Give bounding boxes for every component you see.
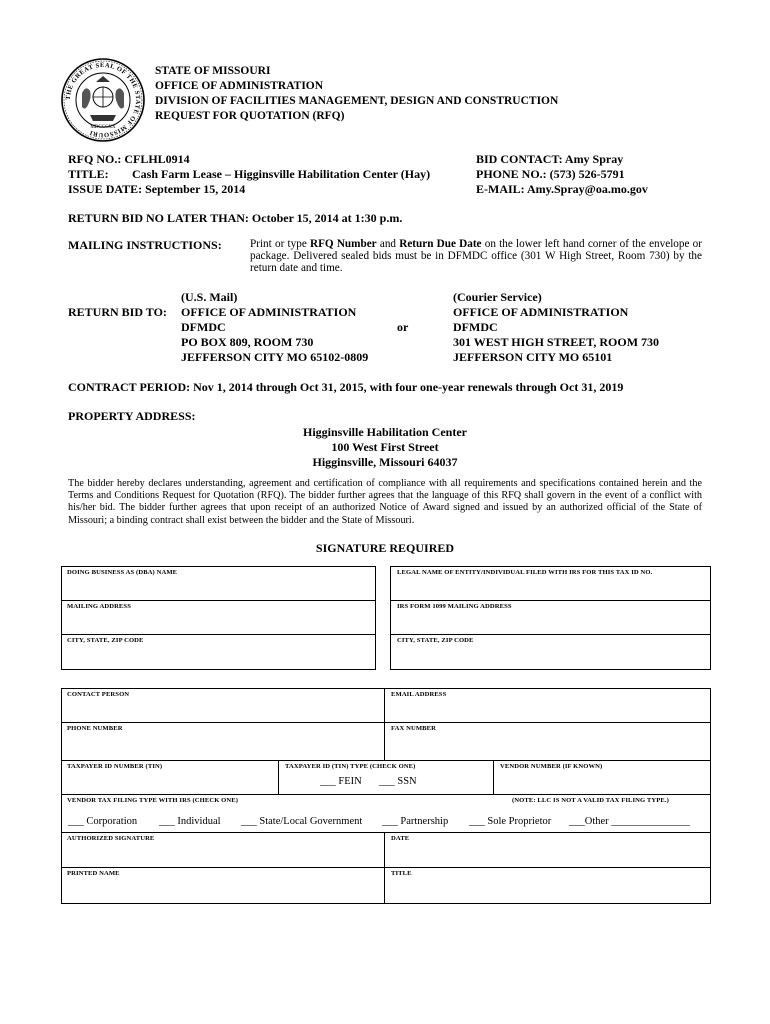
mail-line-2: OFFICE OF ADMINISTRATION <box>181 305 357 319</box>
form-left-block <box>61 566 376 670</box>
filing-type-label: VENDOR TAX FILING TYPE WITH IRS (CHECK ONE) <box>67 797 239 804</box>
state-local-government-checkbox[interactable]: ___ State/Local Government <box>241 816 363 827</box>
dba-name-field[interactable]: DOING BUSINESS AS (DBA) NAME <box>67 569 178 576</box>
property-label: PROPERTY ADDRESS: <box>68 409 196 423</box>
irs-mailing-address-field[interactable]: IRS FORM 1099 MAILING ADDRESS <box>397 603 512 610</box>
svg-text:MDCCCXX: MDCCCXX <box>90 125 116 130</box>
contact-form-block <box>61 688 711 904</box>
city-state-zip-field[interactable]: CITY, STATE, ZIP CODE <box>67 637 144 644</box>
mail-line-1: (U.S. Mail) <box>181 290 238 304</box>
tin-field[interactable]: TAXPAYER ID NUMBER (TIN) <box>67 763 163 770</box>
mailing-address-field[interactable]: MAILING ADDRESS <box>67 603 131 610</box>
bid-email: E-MAIL: Amy.Spray@oa.mo.gov <box>476 182 648 196</box>
return-deadline: RETURN BID NO LATER THAN: October 15, 2014 at 1:30 p.m. <box>68 211 403 225</box>
tin-type-label: TAXPAYER ID (TIN) TYPE (CHECK ONE) <box>285 763 416 770</box>
vendor-number-field[interactable]: VENDOR NUMBER (IF KNOWN) <box>500 763 603 770</box>
seal-text: THE GREAT SEAL OF THE STATE OF MISSOURI <box>64 61 142 139</box>
phone-number-field[interactable]: PHONE NUMBER <box>67 725 123 732</box>
irs-city-state-zip-field[interactable]: CITY, STATE, ZIP CODE <box>397 637 474 644</box>
header-rfq: REQUEST FOR QUOTATION (RFQ) <box>155 110 345 122</box>
return-to-label: RETURN BID TO: <box>68 305 167 319</box>
bid-contact: BID CONTACT: Amy Spray <box>476 152 624 166</box>
sole-proprietor-checkbox[interactable]: ___ Sole Proprietor <box>469 816 552 827</box>
fax-number-field[interactable]: FAX NUMBER <box>391 725 437 732</box>
individual-checkbox[interactable]: ___ Individual <box>159 816 221 827</box>
mail-line-5: JEFFERSON CITY MO 65102-0809 <box>181 350 369 364</box>
llc-note: (NOTE: LLC IS NOT A VALID TAX FILING TYPE.) <box>512 797 669 804</box>
ssn-checkbox[interactable]: ___ SSN <box>379 776 417 787</box>
other-checkbox[interactable]: ___Other _______________ <box>569 816 691 827</box>
contract-period: CONTRACT PERIOD: Nov 1, 2014 through Oct 31, 2015, with four one-year renewals through Oct 31, 2019 <box>68 380 624 394</box>
legal-name-field[interactable]: LEGAL NAME OF ENTITY/INDIVIDUAL FILED WITH IRS FOR THIS TAX ID NO. <box>397 569 653 576</box>
courier-line-5: JEFFERSON CITY MO 65101 <box>453 350 613 364</box>
rfq-title: Cash Farm Lease – Higginsville Habilitation Center (Hay) <box>132 167 431 181</box>
mailing-label: MAILING INSTRUCTIONS: <box>68 238 222 252</box>
or-text: or <box>397 320 409 334</box>
authorized-signature-field[interactable]: AUTHORIZED SIGNATURE <box>67 835 155 842</box>
corporation-checkbox[interactable]: ___ Corporation <box>68 816 138 827</box>
signature-required-heading: SIGNATURE REQUIRED <box>315 541 455 555</box>
issue-date: ISSUE DATE: September 15, 2014 <box>68 182 246 196</box>
title-field[interactable]: TITLE <box>391 870 412 877</box>
bid-phone: PHONE NO.: (573) 526-5791 <box>476 167 625 181</box>
mail-line-4: PO BOX 809, ROOM 730 <box>181 335 314 349</box>
rfq-title-label: TITLE: <box>68 167 109 181</box>
form-right-block <box>390 566 711 670</box>
partnership-checkbox[interactable]: ___ Partnership <box>382 816 449 827</box>
date-field[interactable]: DATE <box>391 835 410 842</box>
state-seal <box>60 57 146 143</box>
property-line-2: 100 West First Street <box>331 440 439 454</box>
email-address-field[interactable]: EMAIL ADDRESS <box>391 691 447 698</box>
printed-name-field[interactable]: PRINTED NAME <box>67 870 120 877</box>
courier-line-2: OFFICE OF ADMINISTRATION <box>453 305 629 319</box>
header-division: DIVISION OF FACILITIES MANAGEMENT, DESIGN AND CONSTRUCTION <box>155 95 559 107</box>
header-state: STATE OF MISSOURI <box>155 65 271 77</box>
property-line-3: Higginsville, Missouri 64037 <box>312 455 458 469</box>
declaration-paragraph: The bidder hereby declares understanding, agreement and certification of compliance with all requirements and specifications contained herein and the Terms and Conditions Request for Quotation (RFQ). The bidder further agrees that the language of this RFQ shall govern in the event of a conflict with his/her bid. The bidder further agrees that upon receipt of an authorized Notice of Award signed and issued by an authorized official of the State of Missouri; a binding contract shall exist between the bidder and the State of Missouri. <box>68 478 702 526</box>
property-line-1: Higginsville Habilitation Center <box>303 425 467 439</box>
courier-line-3: DFMDC <box>453 320 498 334</box>
fein-checkbox[interactable]: ___ FEIN <box>320 776 362 787</box>
header-office: OFFICE OF ADMINISTRATION <box>155 80 324 92</box>
contact-person-field[interactable]: CONTACT PERSON <box>67 691 130 698</box>
courier-line-4: 301 WEST HIGH STREET, ROOM 730 <box>453 335 660 349</box>
rfq-number: RFQ NO.: CFLHL0914 <box>68 152 190 166</box>
mail-line-3: DFMDC <box>181 320 226 334</box>
mailing-instructions: Print or type RFQ Number and Return Due Date on the lower left hand corner of the envelope or package. Delivered sealed bids must be in DFMDC office (301 W High Street, Room 730) by the return date and time. <box>250 238 703 275</box>
courier-line-1: (Courier Service) <box>453 290 542 304</box>
